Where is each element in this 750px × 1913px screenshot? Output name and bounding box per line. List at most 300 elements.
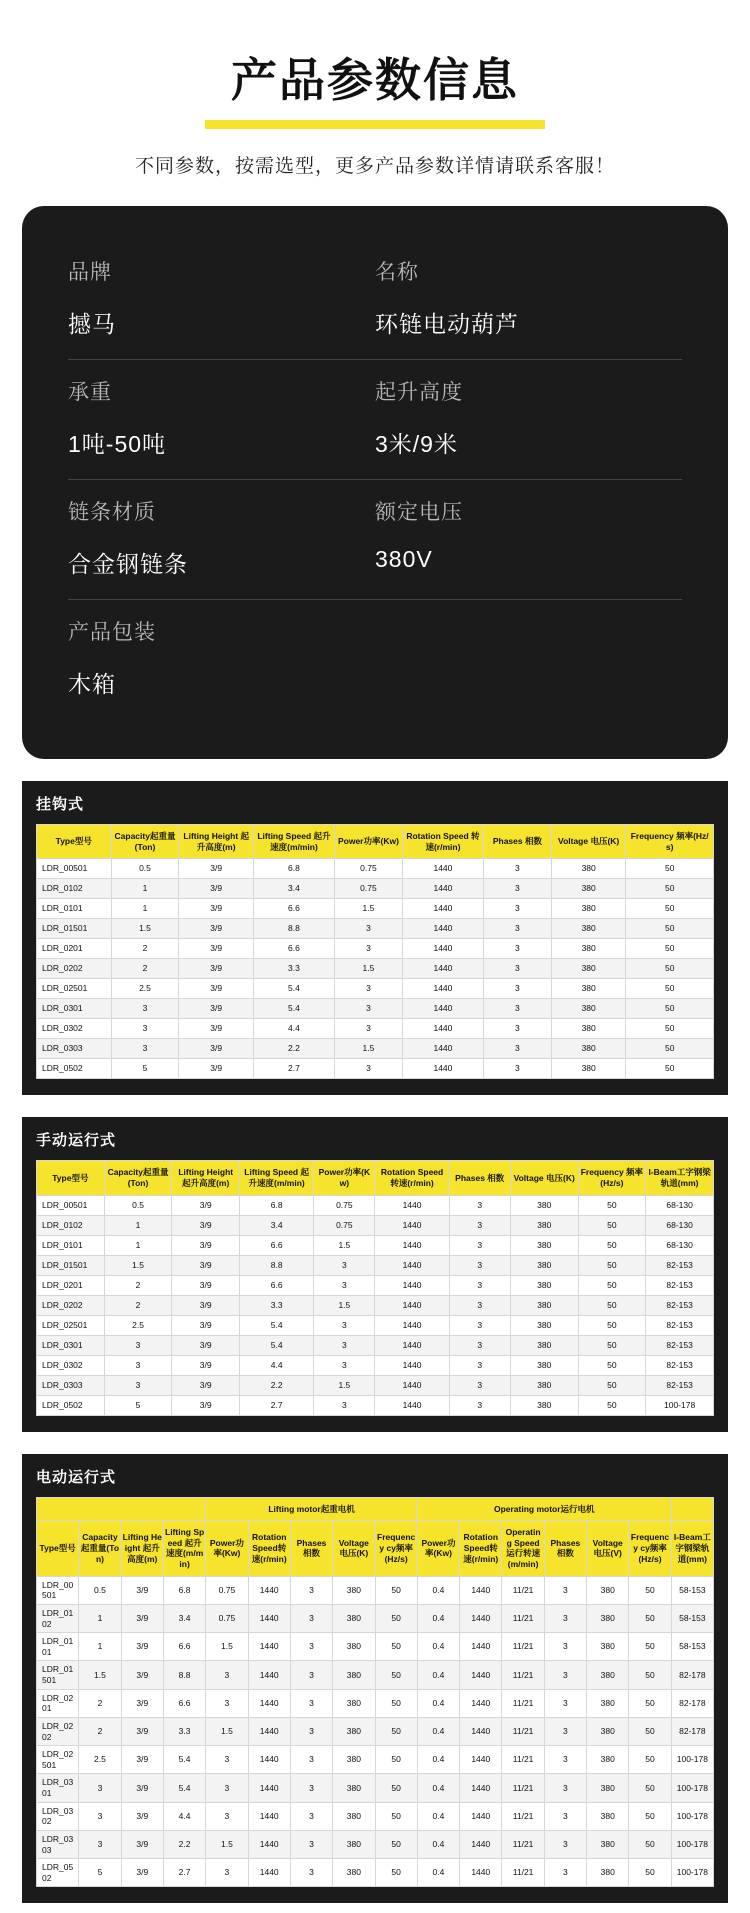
column-header: Capacity起重量(Ton) [104, 1161, 172, 1195]
table-cell: 3 [449, 1275, 510, 1295]
cell-type: LDR_02501 [37, 1746, 79, 1774]
spec-label: 产品包装 [68, 621, 156, 644]
table-cell: 3/9 [172, 1195, 240, 1215]
cell-type: LDR_0303 [37, 1039, 112, 1059]
table-cell: 3/9 [172, 1335, 240, 1355]
table-cell: 58-153 [671, 1633, 713, 1661]
table-cell: 50 [375, 1774, 417, 1802]
spec-label: 承重 [68, 381, 112, 404]
table-cell: 50 [629, 1774, 671, 1802]
table-cell: 380 [587, 1576, 629, 1604]
table-cell: 1.5 [314, 1235, 375, 1255]
table-cell: 2.2 [253, 1039, 334, 1059]
column-header: Capacity起重量(Ton) [79, 1521, 121, 1577]
table-cell: 3 [483, 1039, 551, 1059]
table-cell: 6.8 [253, 859, 334, 879]
cell-type: LDR_0102 [37, 1215, 105, 1235]
table-cell: 11/21 [502, 1859, 544, 1887]
table-cell: 50 [375, 1604, 417, 1632]
table-cell: 3 [483, 1059, 551, 1079]
table-row [37, 1576, 714, 1604]
table-row [37, 1255, 714, 1275]
table-cell: 3/9 [179, 899, 254, 919]
table-cell: 1.5 [111, 919, 179, 939]
table-cell: 3 [544, 1830, 586, 1858]
table-cell: 58-153 [671, 1604, 713, 1632]
spec-value: 撼马 [68, 311, 116, 337]
table-row [37, 859, 714, 879]
table-cell: 5.4 [253, 999, 334, 1019]
table-cell: 1.5 [334, 1039, 402, 1059]
table-cell: 3 [290, 1661, 332, 1689]
table-cell: 1440 [375, 1275, 449, 1295]
table-cell: 380 [587, 1774, 629, 1802]
column-group-header: Lifting motor起重电机 [206, 1497, 418, 1521]
cell-type: LDR_0201 [37, 1275, 105, 1295]
table-cell: 50 [375, 1717, 417, 1745]
table-row [37, 1859, 714, 1887]
table-cell: 380 [333, 1746, 375, 1774]
table-cell: 3 [449, 1375, 510, 1395]
table-cell: 82-178 [671, 1689, 713, 1717]
table-cell: 3/9 [121, 1859, 163, 1887]
column-header: Lifting Speed 起升速度(m/min) [240, 1161, 314, 1195]
table-cell: 2.7 [253, 1059, 334, 1079]
table-cell: 50 [626, 919, 714, 939]
cell-type: LDR_0301 [37, 1335, 105, 1355]
table-row [37, 1802, 714, 1830]
table-cell: 3 [206, 1746, 248, 1774]
table-cell: 3 [544, 1661, 586, 1689]
table-cell: 100-178 [671, 1859, 713, 1887]
table-row [37, 1215, 714, 1235]
table-cell: 380 [551, 859, 626, 879]
cell-type: LDR_01501 [37, 1255, 105, 1275]
table-cell: 3/9 [121, 1576, 163, 1604]
table-cell: 3 [449, 1335, 510, 1355]
table-cell: 3 [544, 1774, 586, 1802]
table-cell: 380 [551, 1039, 626, 1059]
spec-value: 合金钢链条 [68, 551, 188, 577]
column-group-header: Operating motor运行电机 [417, 1497, 671, 1521]
column-group-header [671, 1497, 713, 1521]
table-cell: 3/9 [179, 859, 254, 879]
column-header: Lifting Speed 起升速度(m/min) [253, 825, 334, 859]
title-underline [205, 120, 545, 129]
table-cell: 380 [510, 1375, 578, 1395]
table-cell: 82-178 [671, 1717, 713, 1745]
cell-type: LDR_01501 [37, 1661, 79, 1689]
table-cell: 3 [544, 1746, 586, 1774]
column-header: Phases 相数 [449, 1161, 510, 1195]
table-cell: 50 [578, 1195, 646, 1215]
table-cell: 3 [206, 1859, 248, 1887]
table-cell: 3/9 [179, 879, 254, 899]
table-cell: 3/9 [179, 959, 254, 979]
table-cell: 82-153 [646, 1375, 714, 1395]
table-cell: 380 [333, 1689, 375, 1717]
table-cell: 0.4 [417, 1689, 459, 1717]
column-header: Rotation Speed转速(r/min) [248, 1521, 290, 1577]
table-cell: 0.5 [111, 859, 179, 879]
table-cell: 0.4 [417, 1802, 459, 1830]
spec-cell [375, 256, 682, 339]
table-cell: 3/9 [121, 1774, 163, 1802]
table-cell: 50 [626, 999, 714, 1019]
table-cell: 1440 [375, 1215, 449, 1235]
table-cell: 3/9 [172, 1275, 240, 1295]
table-cell: 1440 [375, 1375, 449, 1395]
table-cell: 50 [375, 1802, 417, 1830]
cell-type: LDR_0302 [37, 1802, 79, 1830]
table-cell: 1440 [248, 1661, 290, 1689]
table-cell: 1440 [375, 1395, 449, 1415]
table-row [37, 1661, 714, 1689]
table-cell: 3/9 [172, 1215, 240, 1235]
column-header: Phases 相数 [483, 825, 551, 859]
table-cell: 1440 [460, 1604, 502, 1632]
table-cell: 50 [629, 1689, 671, 1717]
table-cell: 1440 [460, 1859, 502, 1887]
spec-value: 木箱 [68, 671, 116, 697]
table-cell: 1440 [248, 1802, 290, 1830]
table-cell: 1 [111, 879, 179, 899]
table-cell: 2.2 [240, 1375, 314, 1395]
table-cell: 3/9 [172, 1235, 240, 1255]
table-cell: 1 [104, 1235, 172, 1255]
column-header: Power功率(Kw) [334, 825, 402, 859]
column-header: Frequency cy频率(Hz/s) [375, 1521, 417, 1577]
table-cell: 50 [626, 879, 714, 899]
table-cell: 3 [206, 1802, 248, 1830]
table-cell: 3 [544, 1576, 586, 1604]
table-cell: 50 [626, 1039, 714, 1059]
table-cell: 1440 [248, 1717, 290, 1745]
table-cell: 1440 [375, 1235, 449, 1255]
table-cell: 50 [626, 899, 714, 919]
cell-type: LDR_00501 [37, 1195, 105, 1215]
column-header: Rotation Speed 转速(r/min) [375, 1161, 449, 1195]
table-group-header-row [37, 1497, 714, 1521]
table-cell: 3 [104, 1375, 172, 1395]
table-cell: 1440 [248, 1604, 290, 1632]
table-cell: 50 [578, 1215, 646, 1235]
column-header: Lifting Height 起升高度(m) [179, 825, 254, 859]
table-cell: 380 [551, 899, 626, 919]
table-cell: 3/9 [121, 1830, 163, 1858]
table-cell: 1440 [248, 1689, 290, 1717]
table-cell: 1440 [248, 1633, 290, 1661]
table-cell: 3/9 [179, 1039, 254, 1059]
table-cell: 3 [544, 1633, 586, 1661]
table-cell: 0.4 [417, 1859, 459, 1887]
table-cell: 3 [290, 1576, 332, 1604]
table-cell: 3 [334, 1059, 402, 1079]
table-cell: 1.5 [104, 1255, 172, 1275]
table-cell: 0.4 [417, 1746, 459, 1774]
table-cell: 380 [587, 1604, 629, 1632]
table-cell: 5 [79, 1859, 121, 1887]
table-cell: 0.4 [417, 1633, 459, 1661]
table-cell: 3/9 [179, 979, 254, 999]
table-cell: 3/9 [179, 1019, 254, 1039]
table-cell: 3 [290, 1689, 332, 1717]
table-cell: 3 [79, 1830, 121, 1858]
table-cell: 2 [111, 939, 179, 959]
table-row [37, 1235, 714, 1255]
table-cell: 3 [483, 919, 551, 939]
table-cell: 50 [626, 939, 714, 959]
cell-type: LDR_0301 [37, 1774, 79, 1802]
table-cell: 3 [483, 939, 551, 959]
column-header: Power功率(Kw) [314, 1161, 375, 1195]
table-cell: 380 [551, 1019, 626, 1039]
table-cell: 0.75 [206, 1576, 248, 1604]
table-cell: 3/9 [172, 1355, 240, 1375]
table-cell: 0.5 [104, 1195, 172, 1215]
table-cell: 3/9 [121, 1717, 163, 1745]
table-cell: 1.5 [334, 959, 402, 979]
table-cell: 3 [206, 1661, 248, 1689]
table-cell: 3 [314, 1355, 375, 1375]
column-header: Lifting Height 起升高度(m) [172, 1161, 240, 1195]
table-cell: 3 [483, 999, 551, 1019]
spec-table-electric [36, 1497, 714, 1888]
table-cell: 3 [79, 1802, 121, 1830]
table-cell: 50 [629, 1604, 671, 1632]
table-row [37, 1633, 714, 1661]
cell-type: LDR_0202 [37, 1717, 79, 1745]
table-cell: 1.5 [334, 899, 402, 919]
table-cell: 3 [314, 1335, 375, 1355]
table-cell: 6.6 [163, 1689, 205, 1717]
table-block-hook [22, 781, 728, 1095]
table-cell: 2.5 [111, 979, 179, 999]
column-header: Voltage 电压(V) [587, 1521, 629, 1577]
table-cell: 3 [290, 1746, 332, 1774]
table-cell: 3/9 [172, 1315, 240, 1335]
table-cell: 50 [626, 1019, 714, 1039]
spec-row [68, 240, 682, 359]
spec-cell [375, 616, 682, 699]
spec-label: 起升高度 [375, 381, 463, 404]
table-cell: 0.4 [417, 1830, 459, 1858]
table-cell: 380 [333, 1604, 375, 1632]
cell-type: LDR_0102 [37, 1604, 79, 1632]
cell-type: LDR_0303 [37, 1375, 105, 1395]
table-cell: 3 [334, 979, 402, 999]
table-cell: 50 [375, 1830, 417, 1858]
page-title: 产品参数信息 [231, 54, 519, 106]
table-cell: 3 [206, 1689, 248, 1717]
table-cell: 50 [578, 1255, 646, 1275]
column-header: Frequency 频率(Hz/s) [626, 825, 714, 859]
table-cell: 50 [375, 1661, 417, 1689]
spec-label: 链条材质 [68, 501, 156, 524]
table-cell: 3.4 [240, 1215, 314, 1235]
table-cell: 380 [551, 1059, 626, 1079]
table-cell: 0.4 [417, 1604, 459, 1632]
table-row [37, 1375, 714, 1395]
spec-value: 380V [375, 546, 433, 572]
column-header: Capacity起重量(Ton) [111, 825, 179, 859]
column-header: Rotation Speed转速(r/min) [460, 1521, 502, 1577]
table-cell: 50 [629, 1576, 671, 1604]
table-cell: 50 [629, 1633, 671, 1661]
column-group-header [37, 1497, 206, 1521]
table-row [37, 1604, 714, 1632]
table-cell: 380 [587, 1830, 629, 1858]
table-cell: 3 [314, 1315, 375, 1335]
table-cell: 380 [587, 1633, 629, 1661]
table-row [37, 939, 714, 959]
column-header: Rotation Speed 转速(r/min) [402, 825, 483, 859]
table-cell: 380 [333, 1717, 375, 1745]
table-row [37, 1315, 714, 1335]
table-cell: 8.8 [253, 919, 334, 939]
table-cell: 1440 [248, 1576, 290, 1604]
table-row [37, 1019, 714, 1039]
table-row [37, 1689, 714, 1717]
cell-type: LDR_0202 [37, 959, 112, 979]
table-cell: 11/21 [502, 1746, 544, 1774]
table-cell: 6.6 [253, 899, 334, 919]
table-cell: 2.5 [104, 1315, 172, 1335]
table-cell: 3/9 [172, 1375, 240, 1395]
table-cell: 1440 [460, 1746, 502, 1774]
table-cell: 3 [290, 1717, 332, 1745]
table-cell: 11/21 [502, 1661, 544, 1689]
table-cell: 6.8 [240, 1195, 314, 1215]
table-cell: 1.5 [206, 1633, 248, 1661]
table-cell: 3 [449, 1235, 510, 1255]
table-cell: 1440 [375, 1195, 449, 1215]
table-cell: 3/9 [172, 1255, 240, 1275]
column-header: Phases 相数 [290, 1521, 332, 1577]
table-block-manual [22, 1117, 728, 1431]
table-cell: 100-178 [671, 1746, 713, 1774]
table-row [37, 1355, 714, 1375]
table-cell: 6.6 [240, 1275, 314, 1295]
table-row [37, 1717, 714, 1745]
table-cell: 5.4 [163, 1774, 205, 1802]
cell-type: LDR_0201 [37, 1689, 79, 1717]
page-header [0, 0, 750, 178]
cell-type: LDR_0301 [37, 999, 112, 1019]
column-header: I-Beam工字钢梁轨道(mm) [671, 1521, 713, 1577]
table-cell: 68-130 [646, 1195, 714, 1215]
table-cell: 1440 [375, 1295, 449, 1315]
table-cell: 380 [510, 1335, 578, 1355]
table-cell: 3/9 [121, 1689, 163, 1717]
table-cell: 3/9 [121, 1802, 163, 1830]
table-cell: 50 [375, 1633, 417, 1661]
table-cell: 1440 [402, 939, 483, 959]
table-cell: 3.3 [253, 959, 334, 979]
spec-table-hook [36, 824, 714, 1079]
table-cell: 0.75 [334, 859, 402, 879]
table-cell: 82-153 [646, 1315, 714, 1335]
cell-type: LDR_0303 [37, 1830, 79, 1858]
table-cell: 3.4 [163, 1604, 205, 1632]
table-row [37, 999, 714, 1019]
table-cell: 3 [111, 1019, 179, 1039]
table-cell: 3 [314, 1395, 375, 1415]
table-row [37, 1774, 714, 1802]
table-cell: 3.4 [253, 879, 334, 899]
table-cell: 2.2 [163, 1830, 205, 1858]
table-cell: 3/9 [121, 1746, 163, 1774]
table-row [37, 959, 714, 979]
table-cell: 1440 [375, 1355, 449, 1375]
spec-value: 3米/9米 [375, 431, 458, 457]
table-cell: 380 [333, 1830, 375, 1858]
table-cell: 380 [333, 1859, 375, 1887]
spec-card [22, 206, 728, 759]
table-cell: 11/21 [502, 1802, 544, 1830]
table-cell: 1440 [460, 1717, 502, 1745]
spec-row [68, 599, 682, 719]
table-cell: 5 [104, 1395, 172, 1415]
table-cell: 3 [449, 1315, 510, 1335]
table-cell: 3.3 [163, 1717, 205, 1745]
table-cell: 11/21 [502, 1830, 544, 1858]
table-cell: 2 [79, 1717, 121, 1745]
table-cell: 50 [626, 979, 714, 999]
table-cell: 4.4 [253, 1019, 334, 1039]
spec-label: 额定电压 [375, 501, 463, 524]
table-row [37, 1395, 714, 1415]
cell-type: LDR_02501 [37, 1315, 105, 1335]
spec-cell [68, 496, 375, 579]
table-cell: 68-130 [646, 1215, 714, 1235]
table-cell: 380 [510, 1395, 578, 1415]
table-cell: 3 [290, 1604, 332, 1632]
spec-cell [375, 496, 682, 579]
cell-type: LDR_0502 [37, 1859, 79, 1887]
table-cell: 3 [290, 1859, 332, 1887]
table-cell: 380 [510, 1275, 578, 1295]
table-title: 电动运行式 [36, 1468, 117, 1486]
table-cell: 11/21 [502, 1633, 544, 1661]
table-cell: 0.75 [314, 1215, 375, 1235]
table-cell: 380 [510, 1315, 578, 1335]
table-cell: 3/9 [172, 1295, 240, 1315]
table-header-row [37, 825, 714, 859]
table-cell: 380 [510, 1255, 578, 1275]
table-cell: 2 [111, 959, 179, 979]
table-row [37, 1039, 714, 1059]
table-cell: 3 [290, 1830, 332, 1858]
table-cell: 0.4 [417, 1576, 459, 1604]
table-cell: 3 [544, 1717, 586, 1745]
table-cell: 1 [79, 1604, 121, 1632]
table-cell: 1440 [248, 1746, 290, 1774]
table-cell: 3 [544, 1689, 586, 1717]
table-cell: 3 [314, 1275, 375, 1295]
table-cell: 1440 [402, 959, 483, 979]
table-row [37, 979, 714, 999]
column-header: Type型号 [37, 1521, 79, 1577]
table-header-row [37, 1161, 714, 1195]
table-row [37, 919, 714, 939]
cell-type: LDR_02501 [37, 979, 112, 999]
cell-type: LDR_00501 [37, 1576, 79, 1604]
table-cell: 380 [333, 1802, 375, 1830]
table-cell: 5.4 [240, 1315, 314, 1335]
table-cell: 5.4 [163, 1746, 205, 1774]
table-cell: 1440 [375, 1255, 449, 1275]
